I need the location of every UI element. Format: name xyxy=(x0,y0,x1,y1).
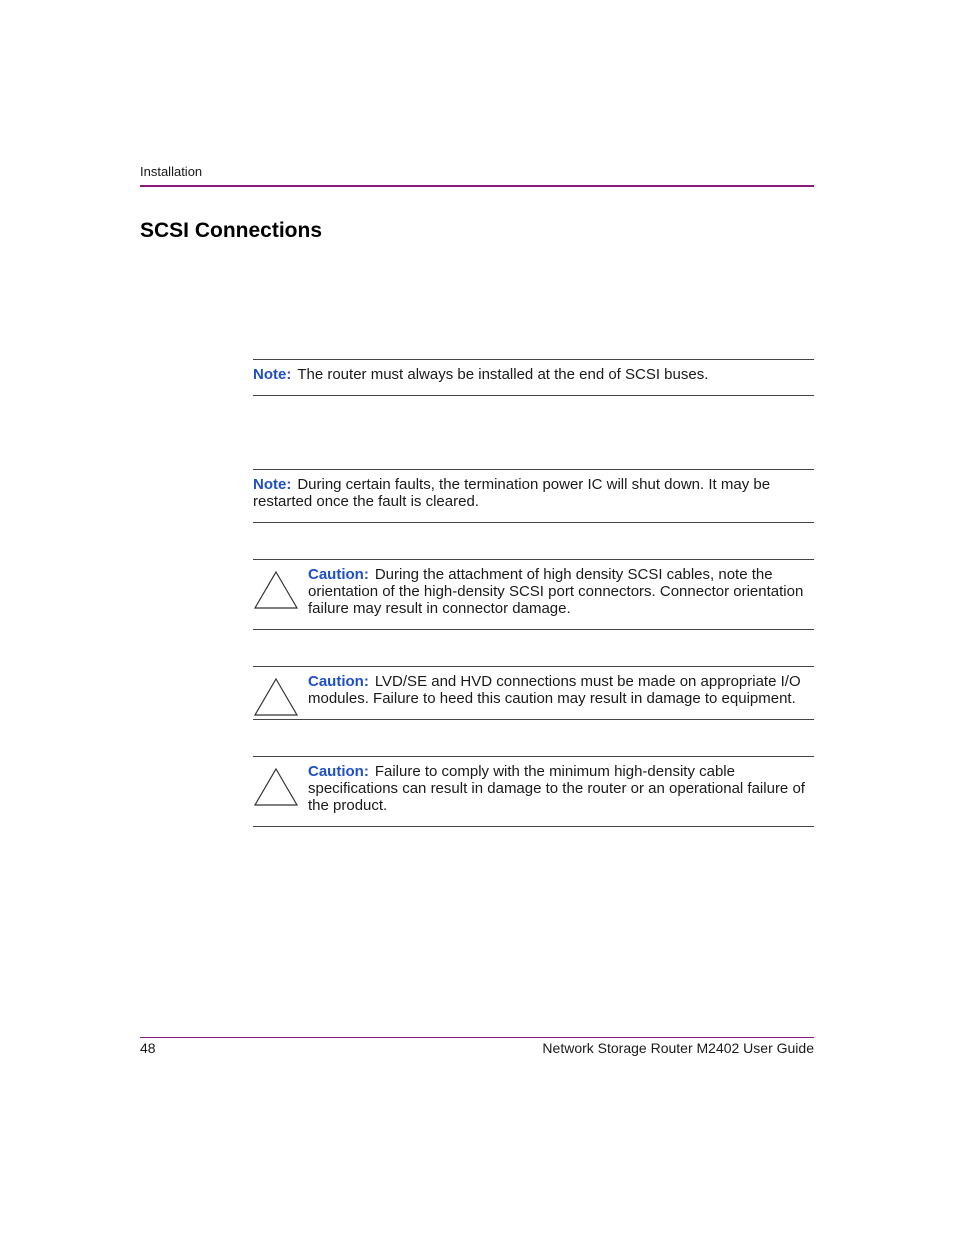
warning-triangle-icon xyxy=(253,767,299,807)
caution-text: LVD/SE and HVD connections must be made on appropriate I/O modules. Failure to heed this caution may result in damage to equipment. xyxy=(308,673,801,707)
warning-triangle-icon xyxy=(253,677,299,717)
note-box xyxy=(253,469,814,523)
caution-label: Caution: xyxy=(308,566,369,583)
page-title: SCSI Connections xyxy=(140,219,323,242)
caution-box xyxy=(253,666,814,720)
caution-body xyxy=(308,763,808,814)
running-header: Installation xyxy=(140,164,203,179)
caution-body xyxy=(308,566,808,617)
caution-text: During the attachment of high density SCSI cables, note the orientation of the high-density SCSI port connectors. Connector orientation failure may result in connector damage. xyxy=(308,566,804,617)
header-rule xyxy=(140,185,814,187)
note-body xyxy=(253,366,814,383)
note-box xyxy=(253,359,814,396)
caution-box xyxy=(253,756,814,827)
caution-text: Failure to comply with the minimum high-density cable specifications can result in damage to the router or an operational failure of the product. xyxy=(308,763,805,814)
footer-rule xyxy=(140,1037,814,1038)
note-text: The router must always be installed at the end of SCSI buses. xyxy=(297,366,709,383)
warning-triangle-icon xyxy=(253,570,299,610)
note-text: During certain faults, the termination power IC will shut down. It may be restarted once the fault is cleared. xyxy=(253,476,771,510)
caution-label: Caution: xyxy=(308,763,369,780)
page-number: 48 xyxy=(140,1040,156,1056)
caution-box xyxy=(253,559,814,630)
note-body xyxy=(253,476,798,510)
caution-label: Caution: xyxy=(308,673,369,690)
note-label: Note: xyxy=(253,366,292,383)
note-label: Note: xyxy=(253,476,292,493)
document-title: Network Storage Router M2402 User Guide xyxy=(542,1040,814,1056)
caution-body xyxy=(308,673,808,707)
